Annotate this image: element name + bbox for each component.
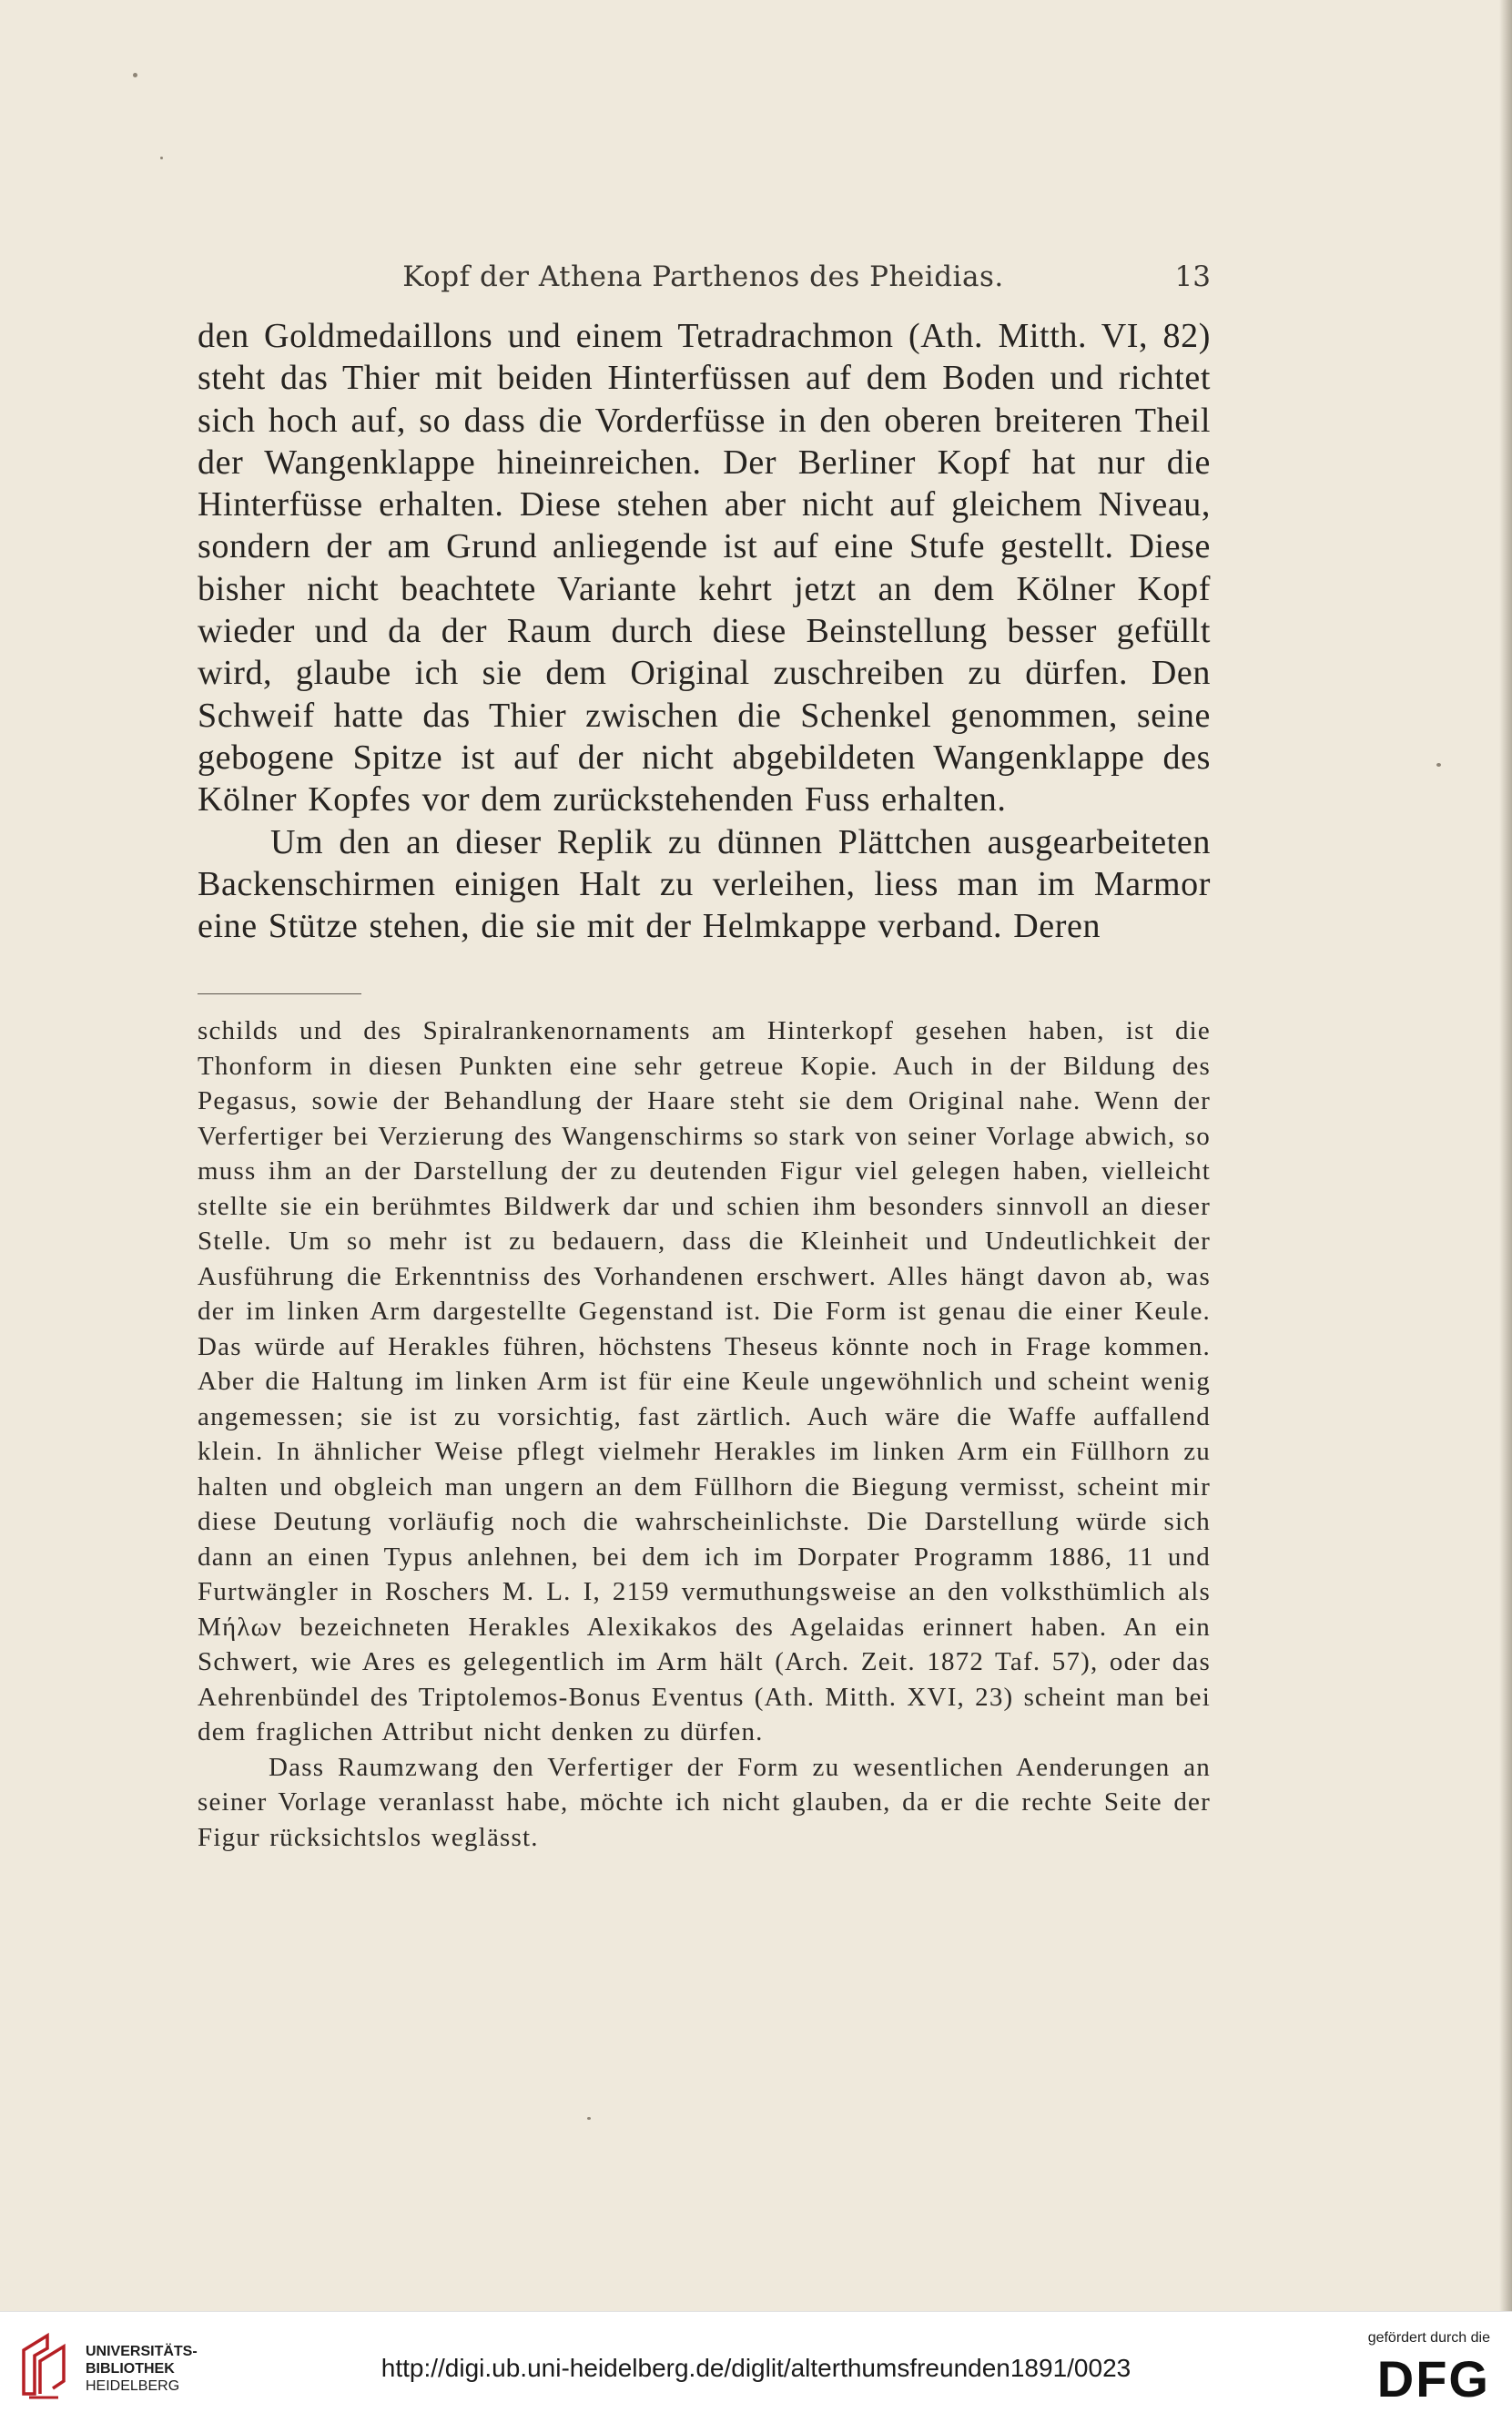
page-edge-shadow [1499, 0, 1512, 2311]
running-head-title: Kopf der Athena Parthenos des Pheidias. [402, 260, 1004, 293]
dfg-logo: DFG [1376, 2350, 1490, 2408]
library-name-line: BIBLIOTHEK [86, 2361, 175, 2377]
page-number: 13 [1174, 260, 1211, 293]
footnote-paragraph-2: Dass Raumzwang den Verfertiger der Form zu wesentlichen Aenderungen an seiner Vorlage veranlasst habe, möchte ich nicht glauben, da er die rechte Seite der Figur rücksichtslos weglässt. [198, 1752, 1211, 1852]
main-paragraph-1: den Goldmedaillons und einem Tetradrachmon (Ath. Mitth. VI, 82) steht das Thier mit beiden Hinterfüssen auf dem Boden und richtet sich hoch auf, so dass die Vorderfüsse in den oberen breiteren Theil der Wangenklappe hineinreichen. Der Berliner Kopf hat nur die Hinterfüsse erhalten. Diese stehen aber nicht auf gleichem Niveau, sondern der am Grund anliegende ist auf eine Stufe gestellt. Diese bisher nicht beachtete Variante kehrt jetzt an dem Kölner Kopf wieder und da der Raum durch diese Beinstellung besser gefüllt wird, glaube ich sie dem Original zuschreiben zu dürfen. Den Schweif hatte das Thier zwischen die Schenkel genommen, seine gebogene Spitze ist auf der nicht abgebildeten Wangenklappe des Kölner Kopfes vor dem zurückstehenden Fuss erhalten. [198, 317, 1211, 820]
main-text [198, 315, 1211, 947]
scan-speck [160, 157, 163, 159]
running-head [196, 257, 1211, 300]
library-name-line: UNIVERSITÄTS- [86, 2344, 198, 2359]
funding-caption: gefördert durch die [1367, 2330, 1490, 2346]
scan-speck [587, 2117, 591, 2120]
footnote [198, 1013, 1211, 1855]
source-url-link[interactable]: http://digi.ub.uni-heidelberg.de/diglit/alterthumsfreunden1891/0023 [381, 2354, 1131, 2382]
scan-speck [1436, 763, 1441, 767]
library-city: HEIDELBERG [86, 2378, 180, 2394]
footnote-paragraph-1: schilds und des Spiralrankenornaments am Hinterkopf gesehen haben, ist die Thonform in diesen Punkten eine sehr getreue Kopie. Auch in der Bildung des Pegasus, sowie der Behandlung der Haare steht sie dem Original nahe. Wenn der Verfertiger bei Verzierung des Wangenschirms so stark von seiner Vorlage abwich, so muss ihm an der Darstellung der zu deutenden Figur viel gelegen haben, vielleicht stellte sie ein berühmtes Bildwerk dar und schien ihm besonders sinnvoll an dieser Stelle. Um so mehr ist zu bedauern, dass die Kleinheit und Undeutlichkeit der Ausführung die Erkenntniss des Vorhandenen erschwert. Alles hängt davon ab, was der im linken Arm dargestellte Gegenstand ist. Die Form ist genau die einer Keule. Das würde auf Herakles führen, höchstens Theseus könnte noch in Frage kommen. Aber die Haltung im linken Arm ist für eine Keule ungewöhnlich und scheint wenig angemessen; sie ist zu vorsichtig, fast zärtlich. Auch wäre die Waffe auffallend klein. In ähnlicher Weise pflegt vielmehr Herakles im linken Arm ein Füllhorn zu halten und obgleich man ungern an dem Füllhorn die Biegung vermisst, scheint mir diese Deutung vorläufig noch die wahrscheinlichste. Die Darstellung würde sich dann an einen Typus anlehnen, bei dem ich im Dorpater Programm 1886, 11 und Furtwängler in Roschers M. L. I, 2159 vermuthungsweise an den volksthümlich als Μήλων bezeichneten Herakles Alexikakos des Agelaidas erinnert haben. An ein Schwert, wie Ares es gelegentlich im Arm hält (Arch. Zeit. 1872 Taf. 57), oder das Aehrenbündel des Triptolemos-Bonus Eventus (Ath. Mitth. XVI, 23) scheint man bei dem fraglichen Attribut nicht denken zu dürfen. [198, 1016, 1211, 1746]
scan-speck [133, 73, 137, 77]
footer-bar [0, 2311, 1512, 2423]
footnote-rule [198, 993, 361, 994]
main-paragraph-2: Um den an dieser Replik zu dünnen Plättchen ausgearbeiteten Backenschirmen einigen Halt zu verleihen, liess man im Marmor eine Stütze stehen, die sie mit der Helmkappe verband. Deren [198, 822, 1211, 946]
